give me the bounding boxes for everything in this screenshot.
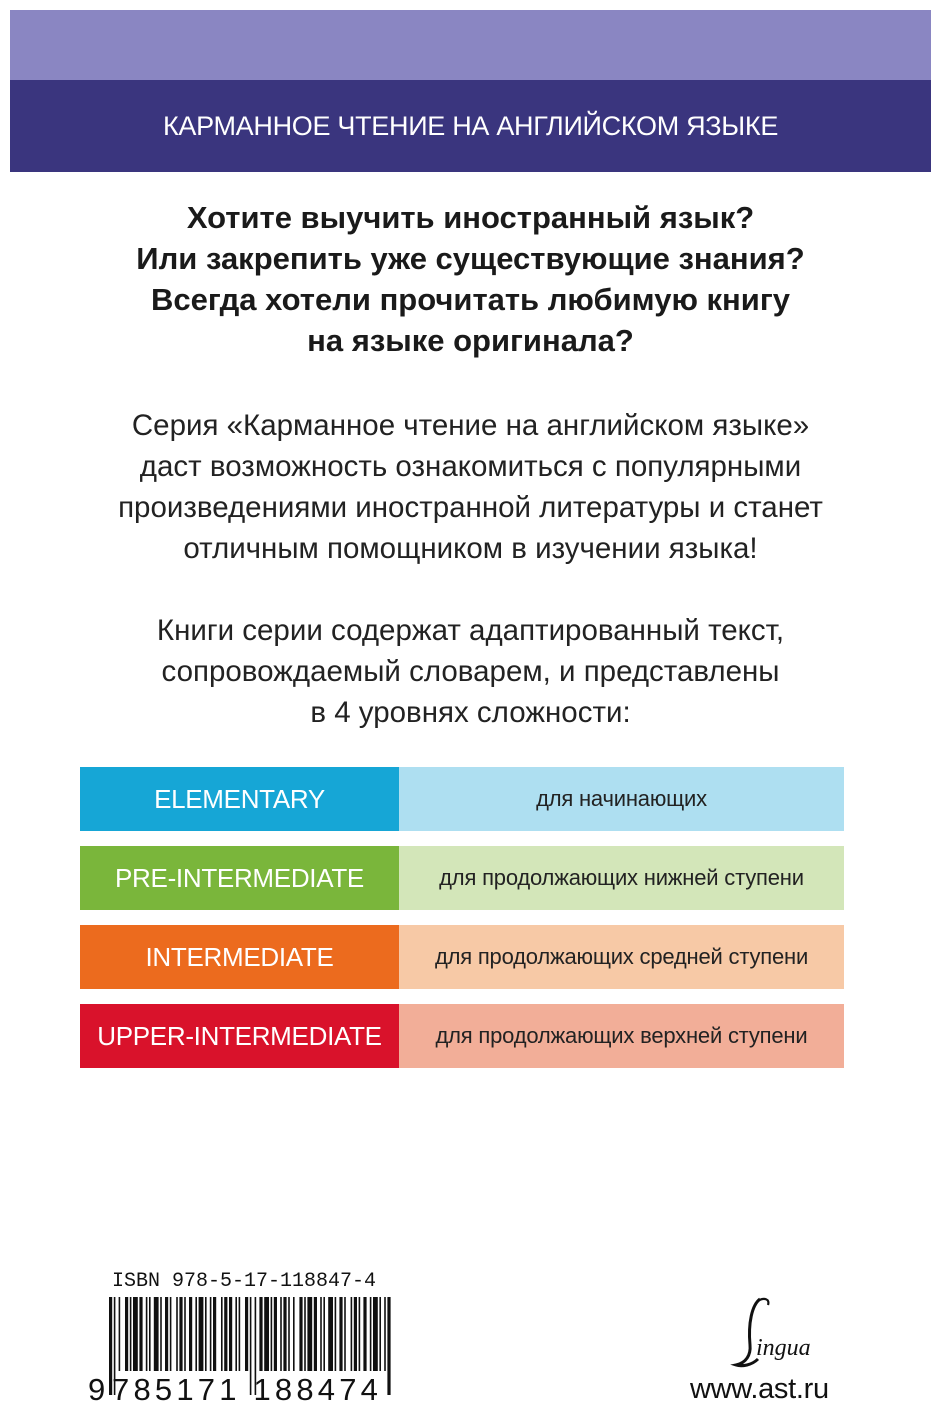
description-line: Серия «Карманное чтение на английском языке» [131,409,810,442]
intro-questions [0,197,941,361]
barcode-bar [146,1297,148,1371]
levels-table [80,767,844,1083]
barcode-bar [339,1297,342,1371]
contents-line: сопровождаемый словарем, и представлены [161,655,780,688]
level-description: для продолжающих средней ступени [399,925,844,989]
question-line: на языке оригинала? [307,323,634,358]
level-row-upper-intermediate [80,1004,844,1068]
barcode-bar [139,1297,142,1371]
barcode-bar [245,1297,248,1371]
level-description: для продолжающих нижней ступени [399,846,844,910]
contents-line: в 4 уровнях сложности: [310,696,631,729]
svg-text:ingua: ingua [756,1335,811,1361]
barcode-bar [133,1297,138,1371]
series-title-band [10,80,931,172]
barcode-first-digit: 9 [88,1372,106,1407]
level-name: ELEMENTARY [80,767,399,831]
barcode-bar [370,1297,372,1371]
barcode-bar [176,1297,178,1371]
question-line: Всегда хотели прочитать любимую книгу [151,282,790,317]
level-description: для начинающих [399,767,844,831]
barcode-bar [205,1297,207,1371]
barcode-bar [354,1297,357,1371]
website-url: www.ast.ru [690,1373,829,1405]
barcode-bar [213,1297,216,1371]
barcode-bar [189,1297,192,1371]
barcode-bar [271,1297,273,1371]
barcode-bar [259,1297,262,1371]
barcode-bar [283,1297,286,1371]
barcode-bar [373,1297,378,1371]
contents-line: Книги серии содержат адаптированный текст, [156,614,785,647]
barcode-bar [299,1297,302,1371]
barcode-bar [314,1297,317,1371]
series-contents [0,610,941,733]
question-line: Хотите выучить иностранный язык? [186,200,755,235]
barcode-bar [199,1297,204,1371]
barcode-bar [280,1297,282,1371]
barcode-bar [170,1297,172,1371]
barcode-bar [379,1297,381,1371]
barcode-bar [119,1297,121,1371]
barcode-bar [328,1297,333,1371]
level-name: PRE-INTERMEDIATE [80,846,399,910]
level-row-intermediate [80,925,844,989]
barcode-bar [179,1297,182,1371]
question-line: Или закрепить уже существующие знания? [136,241,805,276]
barcode-bar [384,1297,386,1371]
level-name: INTERMEDIATE [80,925,399,989]
level-row-elementary [80,767,844,831]
description-line: даст возможность ознакомиться с популярными [139,450,802,483]
barcode-bar [224,1297,227,1371]
barcode-bar [149,1297,151,1371]
description-line: произведениями иностранной литературы и станет [118,491,823,524]
barcode-bar [323,1297,325,1371]
barcode-bar [160,1297,162,1371]
barcode-bar [210,1297,212,1371]
lingua-logo-icon [712,1293,832,1371]
level-row-pre-intermediate [80,846,844,910]
series-description [0,405,941,569]
barcode-bar [125,1297,128,1371]
barcode-bar [235,1297,237,1371]
top-color-band [10,10,931,80]
barcode-bar [293,1297,295,1371]
barcode-bar [288,1297,290,1371]
barcode-bar [184,1297,186,1371]
isbn-number: ISBN 978-5-17-118847-4 [112,1270,377,1293]
level-name: UPPER-INTERMEDIATE [80,1004,399,1068]
barcode-bar [221,1297,223,1371]
barcode-bar [335,1297,337,1371]
barcode-bar [320,1297,322,1371]
barcode-bar [264,1297,269,1371]
level-description: для продолжающих верхней ступени [399,1004,844,1068]
barcode-bar [304,1297,306,1371]
barcode-bar [363,1297,366,1371]
barcode-bar [359,1297,361,1371]
barcode-bar [351,1297,353,1371]
barcode-bar [165,1297,168,1371]
series-title: КАРМАННОЕ ЧТЕНИЕ НА АНГЛИЙСКОМ ЯЗЫКЕ [162,110,779,141]
barcode-bar [195,1297,197,1371]
barcode-bar [154,1297,159,1371]
barcode-bar [344,1297,346,1371]
barcode-bar [130,1297,132,1371]
barcode-bar [239,1297,241,1371]
barcode-digits: 785171 188474 [112,1372,383,1407]
barcode-bar [307,1297,312,1371]
barcode-bar [229,1297,232,1371]
barcode-bar [274,1297,277,1371]
description-line: отличным помощником в изучении языка! [183,532,758,565]
